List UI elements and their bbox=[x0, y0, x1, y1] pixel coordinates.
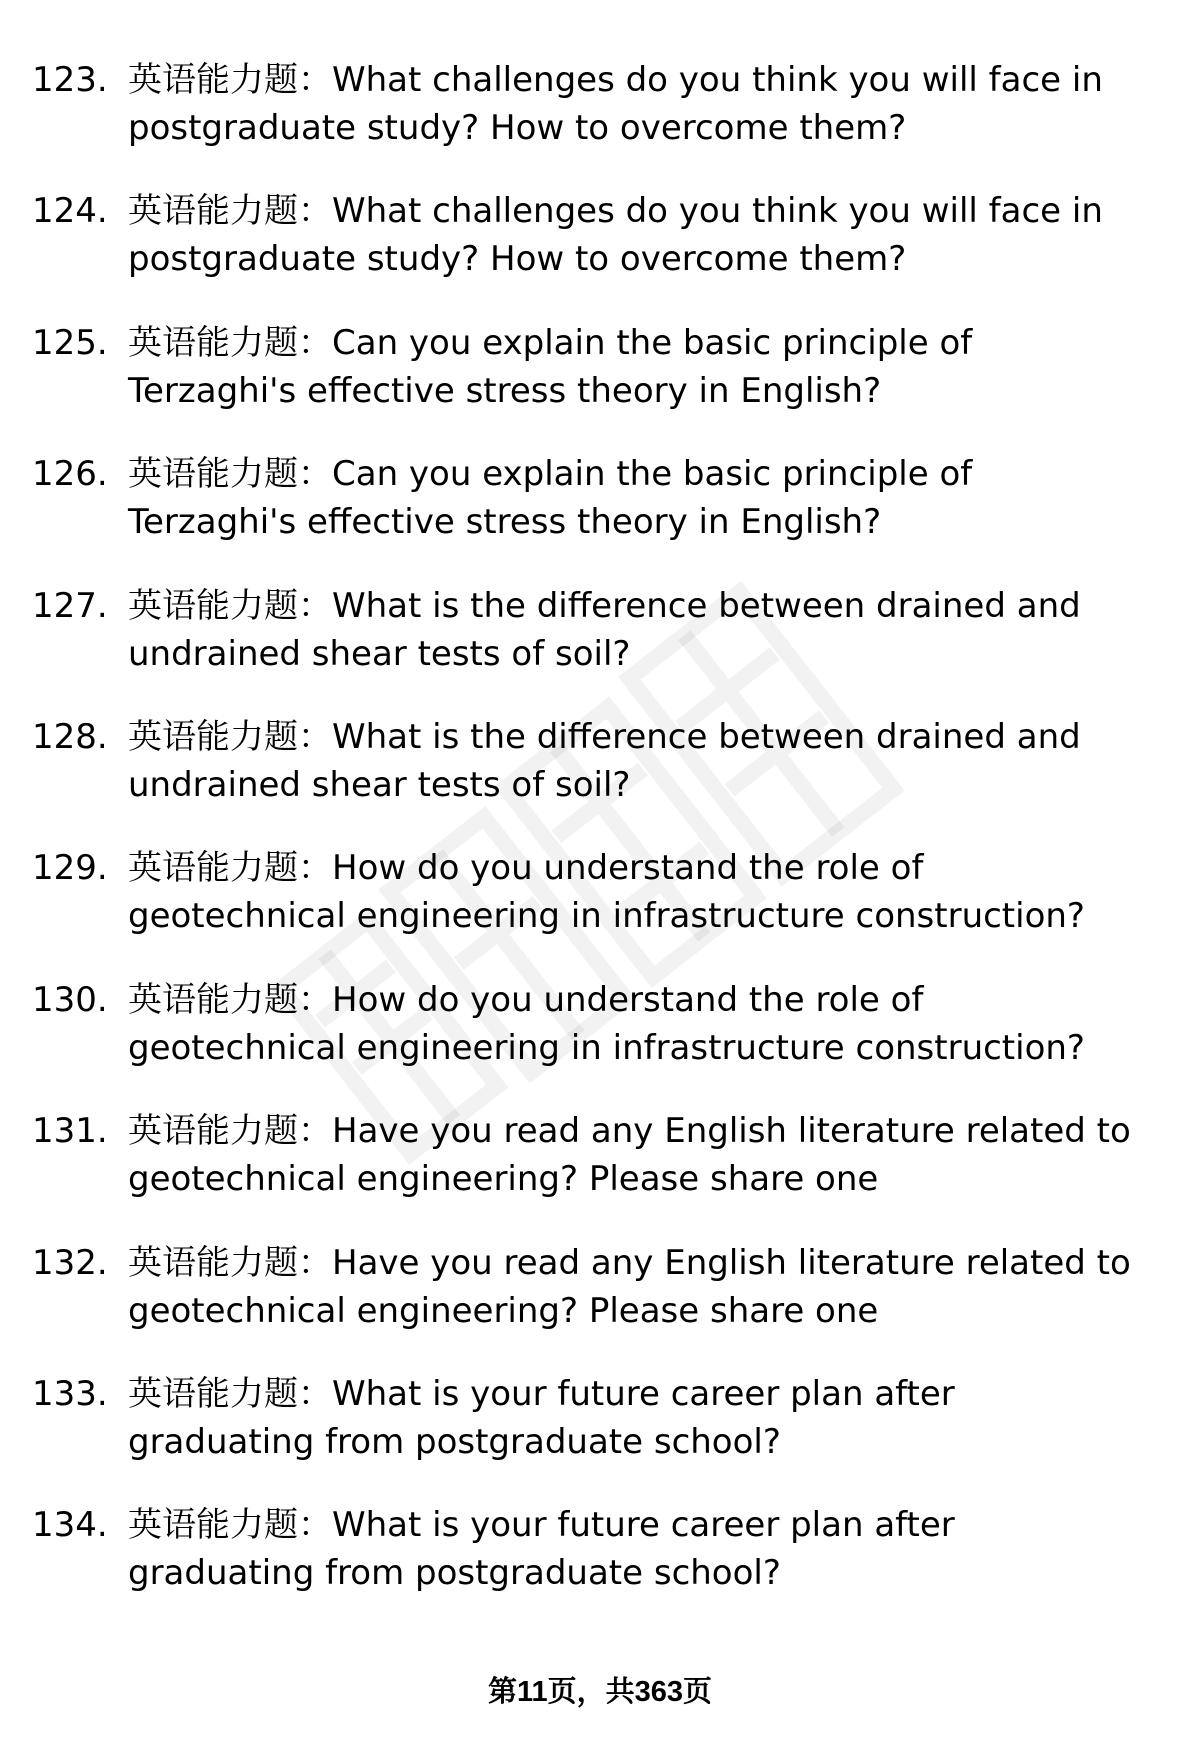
question-item bbox=[32, 976, 1172, 1107]
question-item bbox=[32, 450, 1172, 581]
question-text bbox=[128, 450, 1172, 546]
question-line: geotechnical engineering? Please share one bbox=[128, 1159, 879, 1200]
question-item bbox=[32, 1370, 1172, 1501]
question-line: Terzaghi's effective stress theory in English? bbox=[128, 502, 882, 543]
question-line: undrained shear tests of soil? bbox=[128, 633, 631, 674]
question-number: 123. bbox=[32, 60, 108, 100]
question-number: 124. bbox=[32, 191, 108, 232]
question-line: geotechnical engineering in infrastructure construction? bbox=[128, 1027, 1085, 1068]
question-item bbox=[32, 713, 1172, 844]
question-text bbox=[128, 56, 1172, 152]
question-item bbox=[32, 319, 1172, 450]
question-line: undrained shear tests of soil? bbox=[128, 764, 631, 805]
question-line: 英语能力题：What is your future career plan after bbox=[128, 1373, 955, 1414]
question-number: 134. bbox=[32, 1505, 108, 1546]
question-number: 127. bbox=[32, 585, 108, 626]
question-item bbox=[32, 844, 1172, 975]
question-number: 126. bbox=[32, 454, 108, 495]
question-line: 英语能力题：Can you explain the basic principle of bbox=[128, 454, 973, 495]
question-list bbox=[32, 56, 1172, 1633]
question-item bbox=[32, 56, 1172, 187]
question-text bbox=[128, 1107, 1172, 1203]
question-line: 英语能力题：Can you explain the basic principle of bbox=[128, 322, 973, 363]
question-number: 125. bbox=[32, 322, 108, 363]
question-line: 英语能力题：Have you read any English literature related to bbox=[128, 1242, 1131, 1283]
question-line: geotechnical engineering? Please share one bbox=[128, 1290, 879, 1331]
question-line: 英语能力题：What is your future career plan after bbox=[128, 1505, 955, 1546]
page-footer bbox=[0, 1672, 1200, 1712]
question-text bbox=[128, 713, 1172, 809]
question-text bbox=[128, 976, 1172, 1072]
question-item bbox=[32, 582, 1172, 713]
question-line: 英语能力题：How do you understand the role of bbox=[128, 848, 924, 889]
question-number: 132. bbox=[32, 1242, 108, 1283]
question-text bbox=[128, 582, 1172, 678]
question-number: 130. bbox=[32, 979, 108, 1020]
question-text bbox=[128, 844, 1172, 940]
question-line: graduating from postgraduate school? bbox=[128, 1553, 781, 1594]
question-item bbox=[32, 1107, 1172, 1238]
question-line: 英语能力题：What challenges do you think you will face in bbox=[128, 191, 1103, 232]
question-line: geotechnical engineering in infrastructure construction? bbox=[128, 896, 1085, 937]
question-text bbox=[128, 319, 1172, 415]
question-line: 英语能力题：What is the difference between drained and bbox=[128, 585, 1081, 626]
question-line: postgraduate study? How to overcome them? bbox=[128, 239, 907, 280]
question-number: 133. bbox=[32, 1373, 108, 1414]
question-text bbox=[128, 187, 1172, 283]
question-line: 英语能力题：How do you understand the role of bbox=[128, 979, 924, 1020]
question-item bbox=[32, 1239, 1172, 1370]
question-text bbox=[128, 1370, 1172, 1466]
question-number: 128. bbox=[32, 716, 108, 757]
question-text bbox=[128, 1501, 1172, 1597]
question-item bbox=[32, 1501, 1172, 1632]
question-line: Terzaghi's effective stress theory in English? bbox=[128, 370, 882, 411]
question-line: 英语能力题：Have you read any English literature related to bbox=[128, 1111, 1131, 1152]
question-line: postgraduate study? How to overcome them? bbox=[128, 108, 907, 148]
question-line: graduating from postgraduate school? bbox=[128, 1421, 781, 1462]
question-line: 英语能力题：What is the difference between drained and bbox=[128, 716, 1081, 757]
question-text bbox=[128, 1239, 1172, 1335]
question-number: 129. bbox=[32, 848, 108, 889]
question-number: 131. bbox=[32, 1111, 108, 1152]
question-line: 英语能力题：What challenges do you think you will face in bbox=[128, 60, 1103, 100]
page-number-label: 第11页，共363页 bbox=[487, 1676, 713, 1708]
question-item bbox=[32, 187, 1172, 318]
